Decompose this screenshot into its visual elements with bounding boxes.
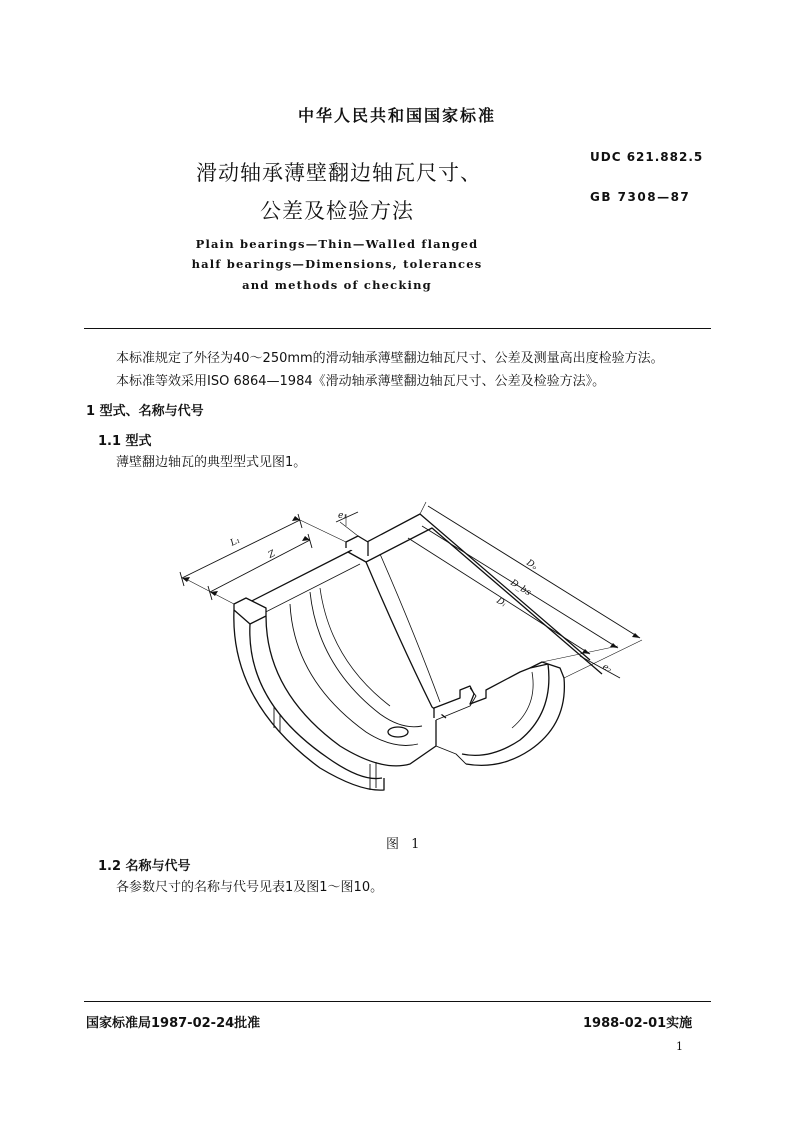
effective-date: 1988-02-01实施 [583, 1016, 693, 1031]
document-title-line-2: 公差及检验方法 [260, 199, 414, 223]
udc-number: UDC 621.882.5 [590, 150, 704, 164]
intro-paragraph-1: 本标准规定了外径为40～250mm的滑动轴承薄壁翻边轴瓦尺寸、公差及测量高出度检验方法。 [116, 351, 664, 366]
label-di: Dᵢ [494, 596, 508, 610]
figure-caption: 图 1 [386, 837, 424, 852]
english-title-line-2: half bearings—Dimensions, tolerances [191, 257, 483, 271]
label-dbs: D_bs [508, 578, 533, 599]
standard-name: 中华人民共和国国家标准 [297, 106, 496, 125]
flanged-half-bearing-figure [170, 492, 650, 822]
intro-paragraph-2: 本标准等效采用ISO 6864—1984《滑动轴承薄壁翻边轴瓦尺寸、公差及检验方法》。 [116, 374, 606, 389]
section-1-1-heading: 1.1 型式 [98, 434, 152, 449]
section-1-1-text: 薄壁翻边轴瓦的典型型式见图1。 [116, 455, 307, 470]
header-divider [84, 328, 711, 329]
section-1-2-heading: 1.2 名称与代号 [98, 859, 191, 874]
english-title-line-3: and methods of checking [242, 278, 432, 292]
label-e2: e₂ [600, 662, 614, 676]
page-number: 1 [676, 1040, 683, 1053]
gb-number: GB 7308—87 [590, 190, 691, 204]
approval-date: 国家标准局1987-02-24批准 [86, 1016, 261, 1031]
section-1-2-text: 各参数尺寸的名称与代号见表1及图1～图10。 [116, 880, 384, 895]
label-z: Z [266, 548, 277, 561]
section-1-heading: 1 型式、名称与代号 [86, 404, 204, 419]
label-do: Dₒ [524, 558, 539, 573]
document-title-line-1: 滑动轴承薄壁翻边轴瓦尺寸、 [196, 161, 482, 185]
label-l1: L₁ [228, 535, 242, 549]
footer-divider [84, 1001, 711, 1002]
english-title-line-1: Plain bearings—Thin—Walled flanged [195, 237, 479, 251]
label-e1: e₁ [338, 511, 347, 521]
